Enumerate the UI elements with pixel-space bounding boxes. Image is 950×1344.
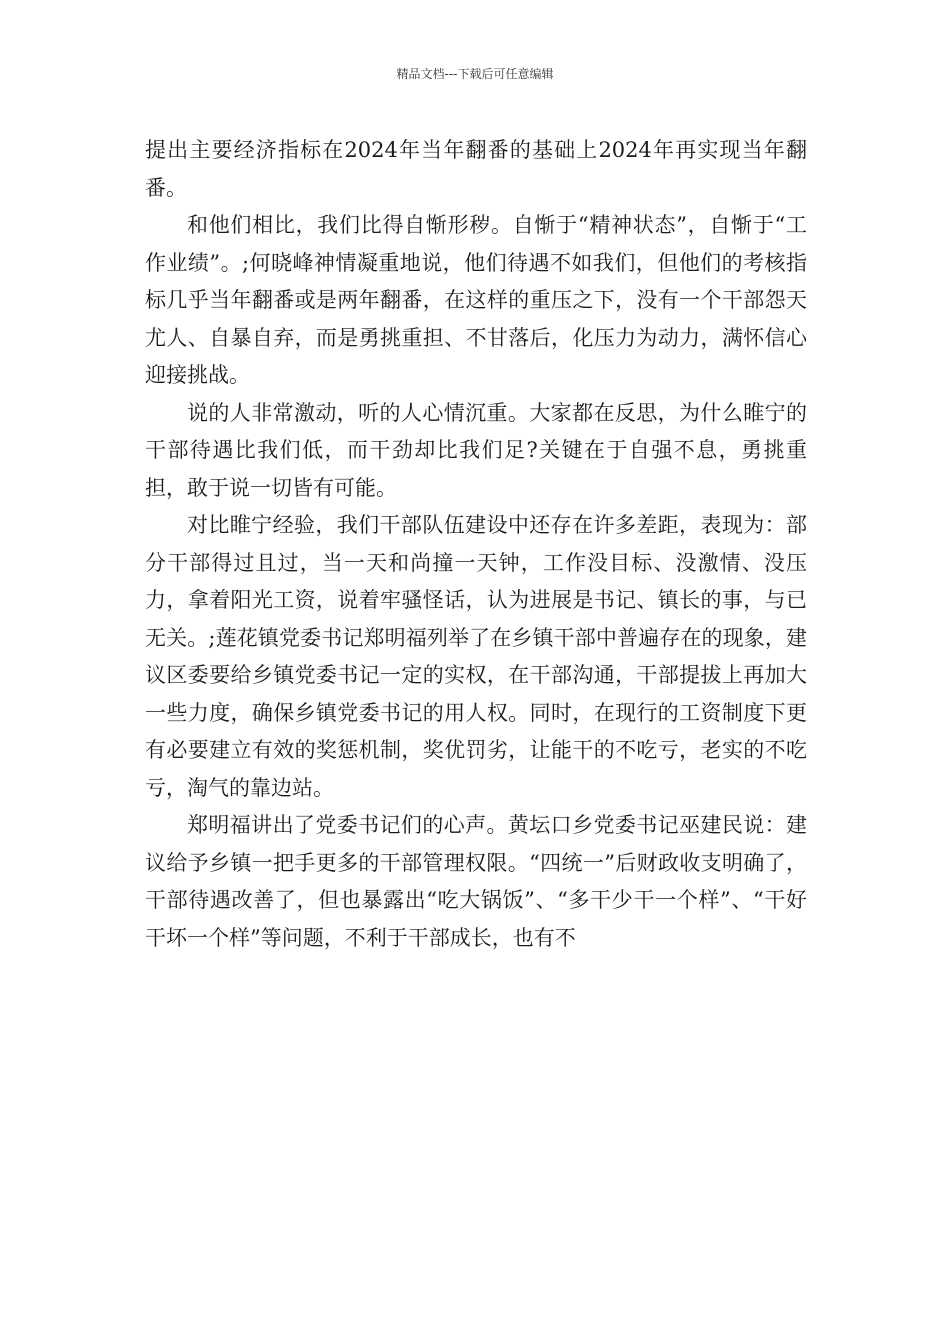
document-body xyxy=(145,132,807,957)
paragraph: 对比睢宁经验，我们干部队伍建设中还存在许多差距，表现为：部分干部得过且过，当一天和尚撞一天钟，工作没目标、没激情、没压力，拿着阳光工资，说着牢骚怪话，认为进展是书记、镇长的事，与已无关。;莲花镇党委书记郑明福列举了在乡镇干部中普遍存在的现象，建议区委要给乡镇党委书记一定的实权，在干部沟通，干部提拔上再加大一些力度，确保乡镇党委书记的用人权。同时，在现行的工资制度下更有必要建立有效的奖惩机制，奖优罚劣，让能干的不吃亏，老实的不吃亏，淘气的靠边站。 xyxy=(145,513,807,800)
paragraph: 郑明福讲出了党委书记们的心声。黄坛口乡党委书记巫建民说：建议给予乡镇一把手更多的干部管理权限。“四统一”后财政收支明确了，干部待遇改善了，但也暴露出“吃大锅饭”、“多干少干一个样”、“干好干坏一个样”等问题，不利于干部成长，也有不 xyxy=(145,813,807,950)
paragraph-continuation: 提出主要经济指标在2024年当年翻番的基础上2024年再实现当年翻番。 xyxy=(145,138,807,200)
paragraph: 说的人非常激动，听的人心情沉重。大家都在反思，为什么睢宁的干部待遇比我们低，而干劲却比我们足?关键在于自强不息，勇挑重担，敢于说一切皆有可能。 xyxy=(145,400,807,500)
paragraph: 和他们相比，我们比得自惭形秽。自惭于“精神状态”，自惭于“工作业绩”。;何晓峰神情凝重地说，他们待遇不如我们，但他们的考核指标几乎当年翻番或是两年翻番，在这样的重压之下，没有一个干部怨天尤人、自暴自弃，而是勇挑重担、不甘落后，化压力为动力，满怀信心迎接挑战。 xyxy=(145,213,807,387)
page-header: 精品文档---下载后可任意编辑 xyxy=(396,67,554,81)
